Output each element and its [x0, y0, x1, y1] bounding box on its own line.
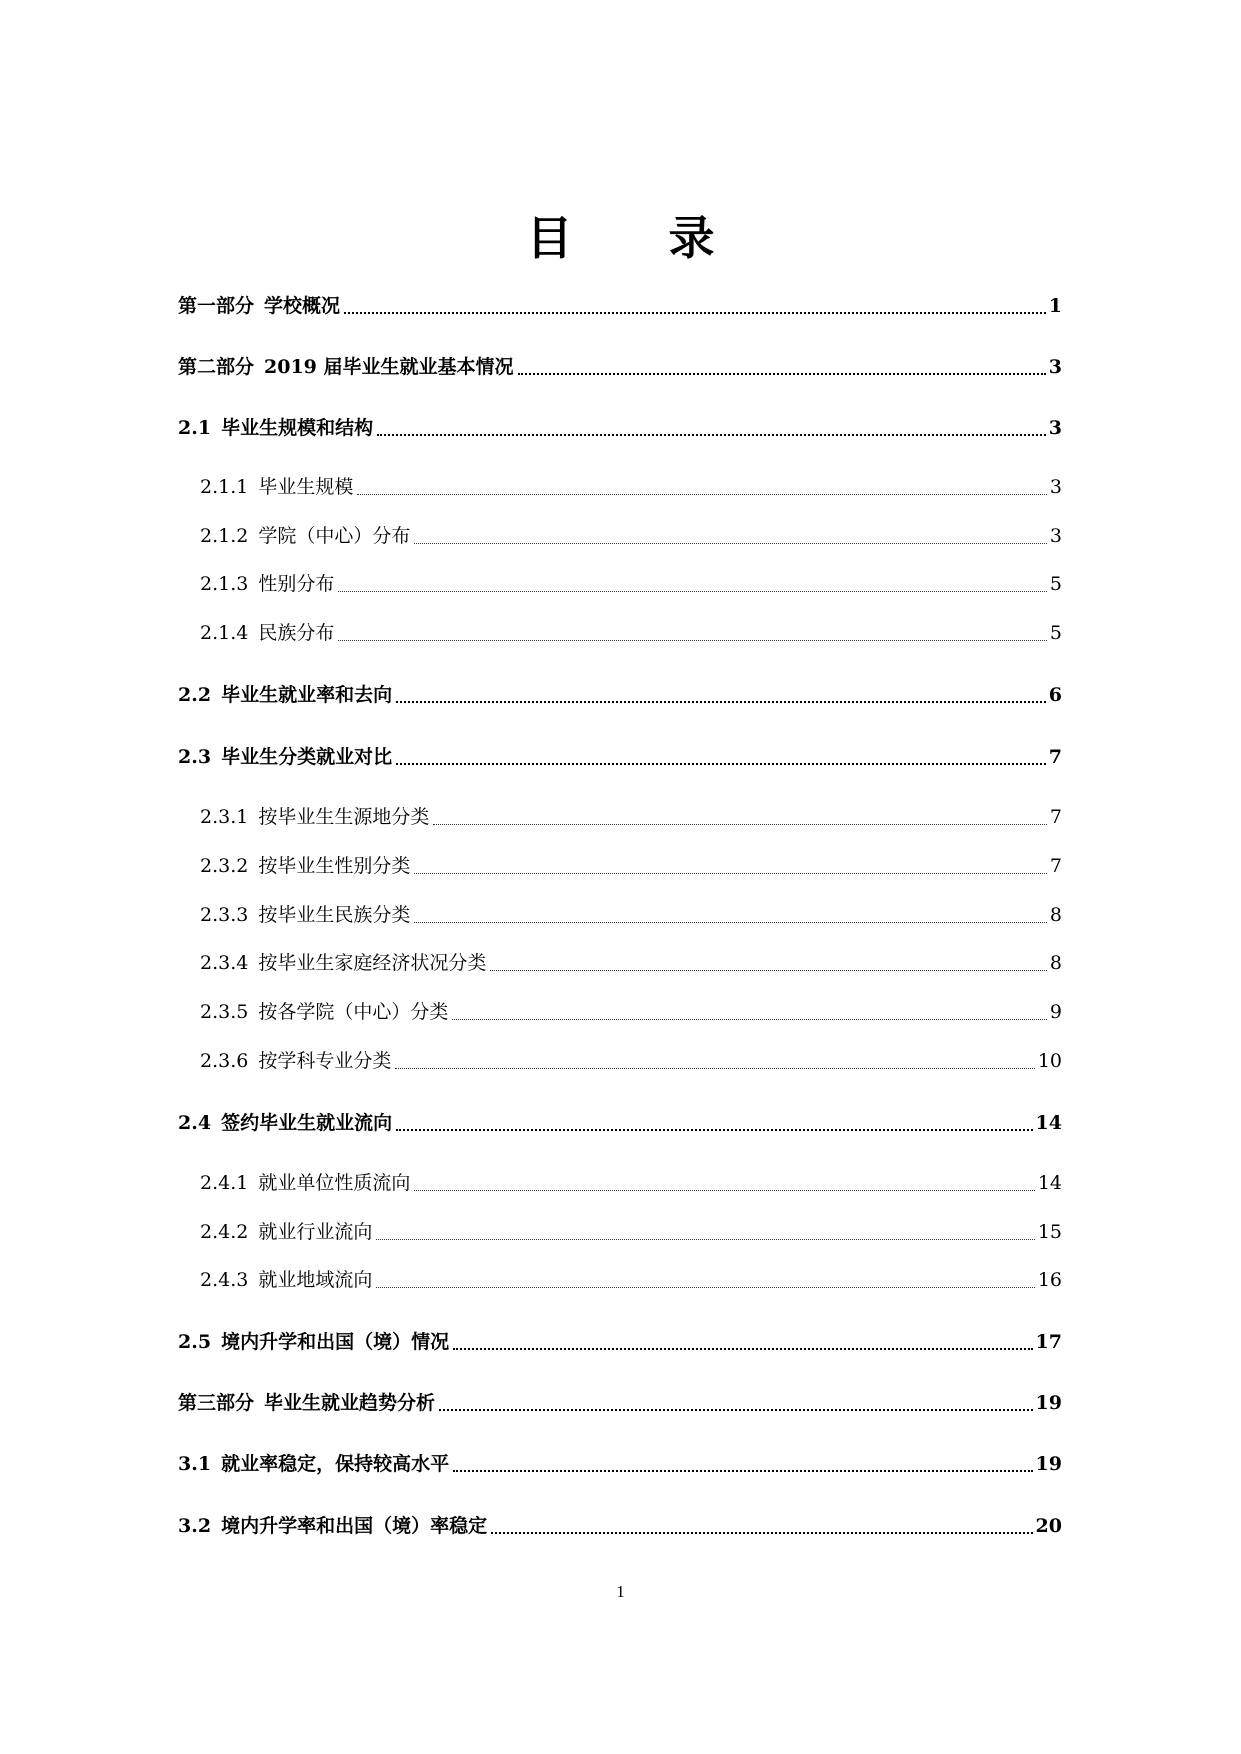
- toc-entry-label: 按毕业生民族分类: [258, 904, 411, 926]
- toc-entry-2-1-1[interactable]: [200, 473, 1062, 501]
- toc-entry-2-3-2[interactable]: [200, 852, 1062, 880]
- dot-leader: [395, 1068, 1034, 1069]
- toc-entry-3-2[interactable]: [178, 1512, 1062, 1540]
- toc-entry-number: 第三部分: [178, 1392, 255, 1414]
- toc-entry-number: 2.3.2: [200, 855, 249, 877]
- toc-entry-part3[interactable]: [178, 1389, 1062, 1417]
- toc-entry-label: 毕业生就业率和去向: [221, 684, 393, 706]
- toc-entry-number: 2.4: [178, 1112, 212, 1134]
- toc-entry-page: 14: [1035, 1112, 1062, 1134]
- toc-entry-part2[interactable]: [178, 353, 1062, 381]
- toc-entry-2-1-3[interactable]: [200, 570, 1062, 598]
- toc-entry-label: 毕业生规模和结构: [221, 417, 374, 439]
- toc-entry-label: 2019 届毕业生就业基本情况: [264, 356, 514, 378]
- toc-entry-page: 17: [1035, 1331, 1062, 1353]
- toc-entry-2-4-2[interactable]: [200, 1218, 1062, 1246]
- toc-entry-number: 第一部分: [178, 295, 255, 317]
- toc-entry-number: 2.3.6: [200, 1050, 249, 1072]
- toc-entry-page: 9: [1049, 1001, 1062, 1023]
- toc-entry-number: 2.3.1: [200, 806, 249, 828]
- page-title: 目 录: [526, 211, 755, 265]
- dot-leader: [396, 763, 1046, 765]
- toc-entry-number: 2.5: [178, 1331, 212, 1353]
- toc-entry-2-1-2[interactable]: [200, 522, 1062, 550]
- toc-entry-number: 2.3: [178, 746, 212, 768]
- toc-entry-label: 按毕业生生源地分类: [258, 806, 430, 828]
- toc-entry-page: 1: [1048, 295, 1062, 317]
- toc-entry-number: 2.1.3: [200, 573, 249, 595]
- dot-leader: [396, 701, 1046, 703]
- toc-entry-2-1-4[interactable]: [200, 619, 1062, 647]
- toc-entry-number: 第二部分: [178, 356, 255, 378]
- toc-entry-2-3-5[interactable]: [200, 998, 1062, 1026]
- toc-entry-label: 毕业生分类就业对比: [221, 746, 393, 768]
- toc-entry-page: 3: [1049, 476, 1062, 498]
- footer-page-number: 1: [616, 1582, 625, 1601]
- dot-leader: [453, 1470, 1032, 1472]
- dot-leader: [376, 1287, 1034, 1288]
- toc-entry-label: 境内升学和出国（境）情况: [221, 1331, 450, 1353]
- toc-entry-label: 毕业生规模: [258, 476, 354, 498]
- toc-entry-number: 2.1.1: [200, 476, 249, 498]
- toc-entry-label: 签约毕业生就业流向: [221, 1112, 393, 1134]
- dot-leader: [344, 312, 1046, 314]
- toc-entry-label: 民族分布: [258, 622, 335, 644]
- toc-entry-label: 就业地域流向: [258, 1269, 373, 1291]
- toc-entry-page: 8: [1049, 952, 1062, 974]
- dot-leader: [433, 824, 1047, 825]
- toc-entry-page: 6: [1048, 684, 1062, 706]
- toc-entry-part1[interactable]: [178, 292, 1062, 320]
- toc-entry-label: 按学科专业分类: [258, 1050, 392, 1072]
- toc-entry-2-4[interactable]: [178, 1109, 1062, 1137]
- toc-entry-2-3-6[interactable]: [200, 1047, 1062, 1075]
- toc-entry-number: 2.1: [178, 417, 212, 439]
- dot-leader: [491, 1532, 1032, 1534]
- toc-entry-label: 就业单位性质流向: [258, 1172, 411, 1194]
- dot-leader: [338, 591, 1047, 592]
- dot-leader: [414, 1190, 1034, 1191]
- toc-entry-number: 3.2: [178, 1515, 212, 1537]
- toc-entry-2-3-3[interactable]: [200, 901, 1062, 929]
- dot-leader: [414, 873, 1047, 874]
- toc-entry-number: 2.1.2: [200, 525, 249, 547]
- toc-entry-2-3[interactable]: [178, 743, 1062, 771]
- toc-entry-page: 3: [1049, 525, 1062, 547]
- dot-leader: [357, 494, 1047, 495]
- toc-entry-2-3-1[interactable]: [200, 803, 1062, 831]
- toc-entry-page: 15: [1037, 1221, 1062, 1243]
- toc-entry-label: 按毕业生性别分类: [258, 855, 411, 877]
- toc-entry-number: 2.4.2: [200, 1221, 249, 1243]
- toc-entry-page: 3: [1048, 356, 1062, 378]
- toc-entry-page: 8: [1049, 904, 1062, 926]
- toc-entry-label: 性别分布: [258, 573, 335, 595]
- toc-entry-number: 2.3.4: [200, 952, 249, 974]
- toc-entry-label: 就业行业流向: [258, 1221, 373, 1243]
- toc-entry-label: 按各学院（中心）分类: [258, 1001, 449, 1023]
- toc-entry-number: 2.3.3: [200, 904, 249, 926]
- toc-entry-number: 2.4.3: [200, 1269, 249, 1291]
- toc-entry-label: 境内升学率和出国（境）率稳定: [221, 1515, 488, 1537]
- toc-entry-page: 19: [1035, 1453, 1062, 1475]
- toc-entry-page: 16: [1037, 1269, 1062, 1291]
- toc-entry-page: 7: [1049, 855, 1062, 877]
- dot-leader: [414, 922, 1047, 923]
- toc-entry-number: 2.2: [178, 684, 212, 706]
- dot-leader: [453, 1348, 1032, 1350]
- toc-entry-2-4-1[interactable]: [200, 1169, 1062, 1197]
- toc-entry-page: 5: [1049, 573, 1062, 595]
- toc-entry-label: 学院（中心）分布: [258, 525, 411, 547]
- dot-leader: [376, 1239, 1034, 1240]
- dot-leader: [452, 1019, 1047, 1020]
- dot-leader: [518, 373, 1046, 375]
- toc-entry-label: 按毕业生家庭经济状况分类: [258, 952, 487, 974]
- toc-entry-label: 就业率稳定，保持较高水平: [221, 1453, 450, 1475]
- toc-entry-label: 毕业生就业趋势分析: [264, 1392, 436, 1414]
- toc-entry-number: 3.1: [178, 1453, 212, 1475]
- dot-leader: [414, 543, 1047, 544]
- toc-entry-page: 5: [1049, 622, 1062, 644]
- toc-entry-number: 2.1.4: [200, 622, 249, 644]
- dot-leader: [377, 434, 1046, 436]
- dot-leader: [490, 970, 1047, 971]
- toc-entry-page: 3: [1048, 417, 1062, 439]
- toc-entry-2-3-4[interactable]: [200, 949, 1062, 977]
- dot-leader: [338, 640, 1047, 641]
- toc-entry-number: 2.4.1: [200, 1172, 249, 1194]
- toc-entry-page: 7: [1049, 806, 1062, 828]
- dot-leader: [439, 1409, 1033, 1411]
- toc-entry-label: 学校概况: [264, 295, 341, 317]
- toc-entry-2-2[interactable]: [178, 681, 1062, 709]
- toc-entry-3-1[interactable]: [178, 1450, 1062, 1478]
- toc-entry-2-5[interactable]: [178, 1328, 1062, 1356]
- toc-entry-page: 20: [1035, 1515, 1062, 1537]
- toc-entry-2-1[interactable]: [178, 414, 1062, 442]
- toc-entry-page: 7: [1048, 746, 1062, 768]
- dot-leader: [396, 1129, 1032, 1131]
- toc-entry-page: 10: [1037, 1050, 1062, 1072]
- toc-entry-2-4-3[interactable]: [200, 1266, 1062, 1294]
- toc-entry-number: 2.3.5: [200, 1001, 249, 1023]
- toc-entry-page: 14: [1037, 1172, 1062, 1194]
- toc-entry-page: 19: [1035, 1392, 1062, 1414]
